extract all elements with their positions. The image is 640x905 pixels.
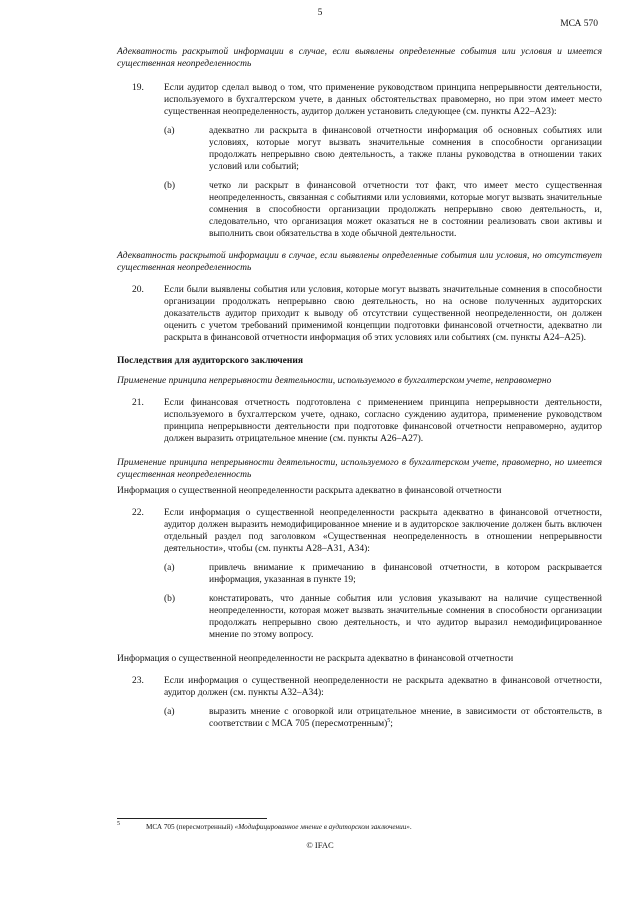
paragraph-23-item-a — [117, 706, 602, 730]
footnote — [117, 823, 602, 831]
paragraph-21-text: Если финансовая отчетность подготовлена с применением принципа непрерывности деятельности, используемого в бухгалтерском учете, однако, согласно суждению аудитора, применение руководством принципа непрерывности деятельности при подготовке финансовой отчетности неправомерно, аудитор должен выразить отрицательное мнение (см. пункты А26–А27). — [164, 398, 602, 444]
item-text: четко ли раскрыт в финансовой отчетности тот факт, что имеет место существенная неопределенность, связанная с событиями или условиями, которые могут вызвать значительные сомнения в способности организации продолжать непрерывно свою деятельность, и, следовательно, что организация может оказаться не в состоянии реализовать свои активы и выполнить свои обязательства в ходе обычной деятельности. — [209, 181, 602, 239]
footnote-mark: 5 — [117, 821, 120, 827]
footnote-divider — [117, 818, 267, 819]
paragraph-21-number: 21. — [132, 398, 144, 408]
paragraph-21 — [117, 397, 602, 445]
paragraph-22-text: Если информация о существенной неопределенности раскрыта адекватно в финансовой отчетности, аудитор должен выразить немодифицированное мнение и в аудиторское заключение должен быть включен отдельный раздел под заголовком «Существенная неопределенность в отношении непрерывности деятельности», чтобы (см. пункты А28–А31, А34): — [164, 508, 602, 554]
section-4-subheading: Применение принципа непрерывности деятельности, используемого в бухгалтерском учете, правомерно, но имеется существенная неопределенность — [117, 458, 602, 480]
paragraph-19-text: Если аудитор сделал вывод о том, что применение руководством принципа непрерывности деятельности, используемого в бухгалтерском учете, в данных обстоятельствах правомерно, но при этом имеет место существенная неопределенность, аудитор должен установить следующее (см. пункты А22–А23): — [164, 83, 602, 117]
section-4-plain-heading: Информация о существенной неопределенности раскрыта адекватно в финансовой отчетности — [117, 486, 502, 496]
item-text-end: ; — [390, 719, 393, 729]
paragraph-20-number: 20. — [132, 285, 144, 295]
footnote-title: «Модифицированное мнение в аудиторском заключении» — [234, 823, 410, 831]
section-2-subheading: Адекватность раскрытой информации в случае, если выявлены определенные события или условия, но отсутствует существенная неопределенность — [117, 251, 602, 273]
item-label: (a) — [164, 707, 175, 717]
item-text: констатировать, что данные события или условия указывают на наличие существенной неопределенности, которая может вызвать значительные сомнения в способности организации продолжать непрерывно свою деятельность, и что аудитор выразил немодифицированное мнение по этому вопросу. — [209, 594, 602, 640]
document-body — [117, 46, 602, 730]
footnote-source: МСА 705 (пересмотренный) — [146, 823, 235, 831]
item-text-main: выразить мнение с оговоркой или отрицательное мнение, в зависимости от обстоятельств, в соответствии с МСА 705 (пересмотренным) — [209, 707, 602, 729]
paragraph-19 — [117, 82, 602, 118]
paragraph-19-item-b — [117, 180, 602, 240]
paragraph-22 — [117, 507, 602, 555]
paragraph-20-text: Если были выявлены события или условия, которые могут вызвать значительные сомнения в способности организации продолжать непрерывно свою деятельность, но на основе полученных аудиторских доказательств аудитор приходит к выводу об отсутствии существенной неопределенности, он должен оценить с учетом требований применимой концепции подготовки финансовой отчетности, адекватно ли раскрыта в финансовой отчетности информация об этих условиях или событиях (см. пункты А24–А25). — [164, 285, 602, 343]
paragraph-22-number: 22. — [132, 508, 144, 518]
item-text — [209, 706, 602, 730]
paragraph-19-item-a — [117, 125, 602, 173]
paragraph-23-text: Если информация о существенной неопределенности не раскрыта адекватно в финансовой отчетности, аудитор должен (см. пункты А32–А34): — [164, 676, 602, 698]
footnote-reference[interactable]: 5 — [387, 717, 391, 724]
section-1-subheading: Адекватность раскрытой информации в случае, если выявлены определенные события или условия и имеется существенная неопределенность — [117, 47, 602, 69]
paragraph-23 — [117, 675, 602, 699]
copyright-footer: © IFAC — [306, 840, 334, 850]
item-label: (a) — [164, 563, 175, 573]
paragraph-23-number: 23. — [132, 676, 144, 686]
paragraph-19-number: 19. — [132, 83, 144, 93]
document-code: МСА 570 — [560, 19, 598, 29]
footnote-end: . — [409, 823, 412, 831]
item-label: (a) — [164, 126, 175, 136]
item-label: (b) — [164, 594, 176, 604]
item-label: (b) — [164, 181, 176, 191]
section-3-heading: Последствия для аудиторского заключения — [117, 356, 303, 366]
item-text: адекватно ли раскрыта в финансовой отчетности информация об основных событиях или условиях, которые могут вызвать значительные сомнения в способности организации продолжать непрерывно свою деятельность, а также планы руководства в отношении таких условий или событий; — [209, 126, 602, 172]
paragraph-22-item-b — [117, 593, 602, 641]
section-5-plain-heading: Информация о существенной неопределенности не раскрыта адекватно в финансовой отчетности — [117, 654, 514, 664]
paragraph-22-item-a — [117, 562, 602, 586]
page-number: 5 — [317, 8, 323, 18]
footnote-text — [117, 823, 602, 831]
item-text: привлечь внимание к примечанию в финансовой отчетности, в котором раскрывается информация, указанная в пункте 19; — [209, 563, 602, 585]
section-3-subheading: Применение принципа непрерывности деятельности, используемого в бухгалтерском учете, неправомерно — [117, 376, 552, 386]
paragraph-20 — [117, 284, 602, 344]
